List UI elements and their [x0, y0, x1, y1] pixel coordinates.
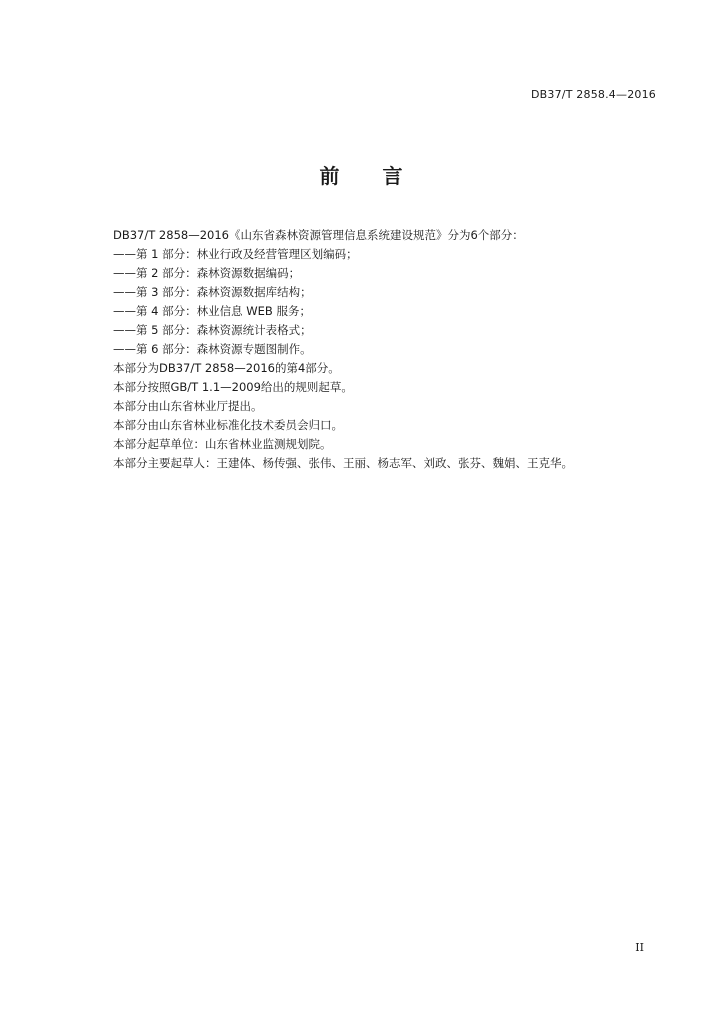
paragraph-drafting-rules: 本部分按照GB/T 1.1—2009给出的规则起草。: [113, 380, 353, 394]
paragraph-drafters: 本部分主要起草人：王建体、杨传强、张伟、王丽、杨志军、刘政、张芬、魏娟、王克华。: [113, 456, 573, 470]
paragraph-committee: 本部分由山东省林业标准化技术委员会归口。: [113, 418, 343, 432]
page-title: 前 言: [319, 164, 421, 188]
paragraph-intro: DB37/T 2858—2016《山东省森林资源管理信息系统建设规范》分为6个部分：: [113, 228, 524, 242]
paragraph-part-statement: 本部分为DB37/T 2858—2016的第4部分。: [113, 361, 340, 375]
page-number: II: [635, 941, 644, 954]
list-item-part-4: ——第 4 部分：林业信息 WEB 服务；: [113, 304, 311, 318]
document-code: DB37/T 2858.4—2016: [530, 88, 656, 101]
paragraph-proposer: 本部分由山东省林业厅提出。: [113, 399, 263, 413]
paragraph-drafting-unit: 本部分起草单位：山东省林业监测规划院。: [113, 437, 332, 451]
list-item-part-3: ——第 3 部分：森林资源数据库结构；: [113, 285, 312, 299]
list-item-part-2: ——第 2 部分：森林资源数据编码；: [113, 266, 301, 280]
list-item-part-1: ——第 1 部分：林业行政及经营管理区划编码；: [113, 247, 358, 261]
document-body: [113, 226, 673, 473]
list-item-part-5: ——第 5 部分：森林资源统计表格式；: [113, 323, 312, 337]
list-item-part-6: ——第 6 部分：森林资源专题图制作。: [113, 342, 312, 356]
